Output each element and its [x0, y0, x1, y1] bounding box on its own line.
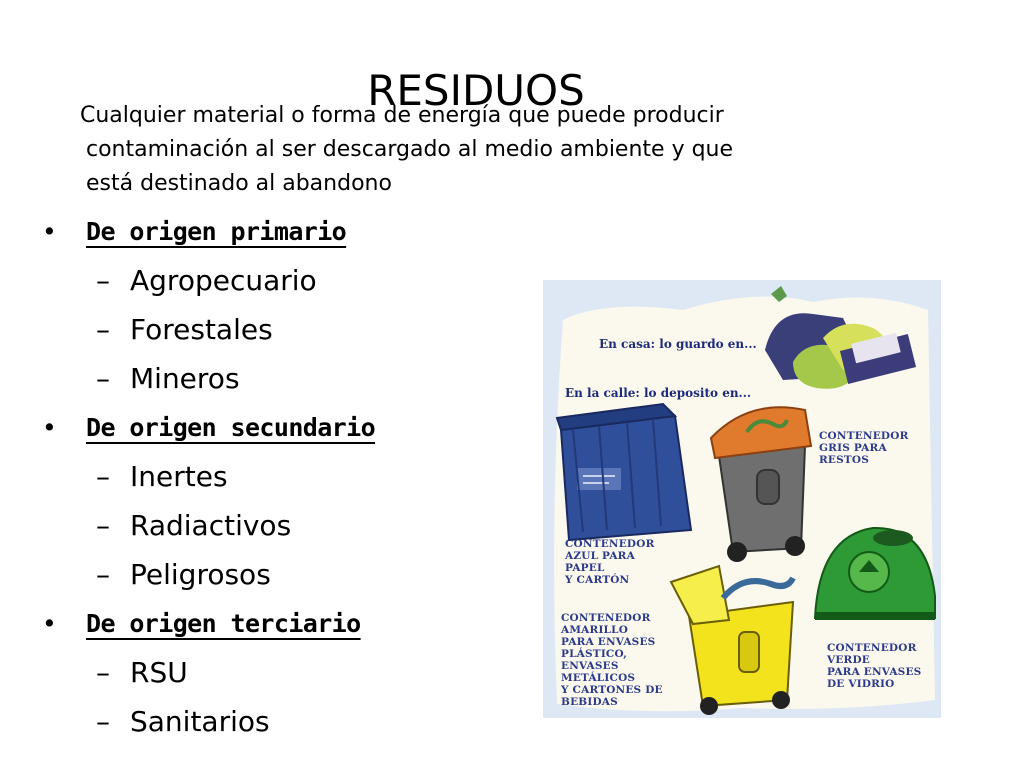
label-yellow-bin: CONTENEDOR AMARILLO PARA ENVASES PLÁSTICO, ENVASES METÁLICOS Y CARTONES DE BEBIDAS	[561, 612, 663, 708]
slide-title: RESIDUOS	[367, 66, 585, 116]
label-blue-bin: CONTENEDOR AZUL PARA PAPEL Y CARTÓN	[565, 538, 655, 586]
blue-bin-icon	[557, 404, 691, 540]
subcategory-label: Inertes	[130, 460, 228, 493]
subcategory-label: Mineros	[130, 362, 240, 395]
bullet-icon: •	[42, 609, 57, 638]
bullet-icon: •	[42, 217, 57, 246]
subcategory-label: Agropecuario	[130, 264, 317, 297]
caption-street: En la calle: lo deposito en...	[565, 386, 752, 400]
dash-icon: –	[96, 362, 110, 395]
definition-text: Cualquier material o forma de energía que puede producir contaminación al ser descargado al medio ambiente y que está destinado al abandono	[80, 103, 734, 196]
subcategory-label: Sanitarios	[130, 705, 270, 738]
dash-icon: –	[96, 313, 110, 346]
dash-icon: –	[96, 558, 110, 591]
bullet-icon: •	[42, 413, 57, 442]
subcategory-label: Radiactivos	[130, 509, 292, 542]
subcategory-label: Peligrosos	[130, 558, 271, 591]
subcategory-label: RSU	[130, 656, 188, 689]
dash-icon: –	[96, 264, 110, 297]
recycling-bins-illustration	[543, 280, 941, 718]
category-label: De origen terciario	[86, 609, 361, 638]
category-label: De origen secundario	[86, 413, 376, 442]
label-green-bin: CONTENEDOR VERDE PARA ENVASES DE VIDRIO	[827, 642, 922, 690]
label-grey-bin: CONTENEDOR GRIS PARA RESTOS	[819, 430, 909, 466]
dash-icon: –	[96, 509, 110, 542]
subcategory-label: Forestales	[130, 313, 273, 346]
dash-icon: –	[96, 705, 110, 738]
dash-icon: –	[96, 656, 110, 689]
caption-home: En casa: lo guardo en...	[599, 337, 757, 351]
dash-icon: –	[96, 460, 110, 493]
category-label: De origen primario	[86, 217, 347, 246]
